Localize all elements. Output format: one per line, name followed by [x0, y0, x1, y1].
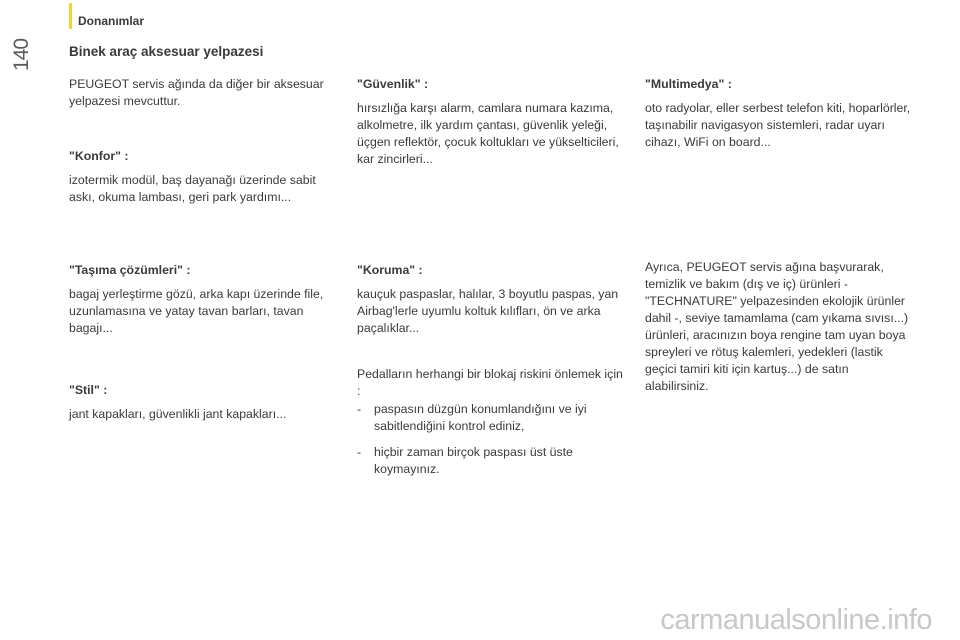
intro-paragraph [69, 76, 339, 110]
watermark: carmanualsonline.info [660, 604, 932, 636]
stil-section [69, 382, 339, 423]
ayrica-text: Ayrıca, PEUGEOT servis ağına başvurarak, temizlik ve bakım (dış ve iç) ürünleri - "TECHNATURE" yelpazesinden ekolojik ürünler dahil -, seviye tamamlama (cam yıkama sıvısı...) ürünleri, aracınızın boya rengine tam uyan boya spreyleri ve rötuş kalemleri, yedekleri (lastik geçici tamiri kiti için kartuş...) de satın alabilirsiniz. [645, 260, 909, 393]
section-title: Donanımlar [78, 14, 145, 28]
section-accent-bar [69, 3, 72, 29]
page-title: Binek araç aksesuar yelpazesi [69, 44, 264, 59]
list-item: - paspasın düzgün konumlandığını ve iyi sabitlendiğini kontrol ediniz, [357, 401, 627, 435]
konfor-label: "Konfor" : [69, 149, 129, 163]
ayrica-paragraph [645, 259, 915, 395]
list-item: - hiçbir zaman birçok paspası üst üste koymayınız. [357, 444, 627, 478]
koruma-section [357, 262, 627, 337]
guvenlik-text: hırsızlığa karşı alarm, camlara numara kazıma, alkolmetre, ilk yardım çantası, güvenlik yeleği, üçgen reflektör, çocuk koltukları ve yükselticileri, kar zincirleri... [357, 101, 619, 166]
stil-text: jant kapakları, güvenlikli jant kapakları... [69, 407, 287, 421]
pedal-warning-section [357, 366, 627, 487]
konfor-section [69, 148, 339, 206]
multimedya-text: oto radyolar, eller serbest telefon kiti, hoparlörler, taşınabilir navigasyon sistemleri, radar uyarı cihazı, WiFi on board... [645, 101, 911, 149]
intro-text: PEUGEOT servis ağında da diğer bir aksesuar yelpazesi mevcuttur. [69, 77, 324, 108]
koruma-text: kauçuk paspaslar, halılar, 3 boyutlu paspas, yan Airbag'lerle uyumlu koltuk kılıfları, ön ve arka paçalıklar... [357, 287, 619, 335]
multimedya-section [645, 76, 915, 151]
page-number: 140 [10, 38, 33, 71]
tasima-text: bagaj yerleştirme gözü, arka kapı üzerinde file, uzunlamasına ve yatay tavan barları, tavan bagajı... [69, 287, 324, 335]
guvenlik-section [357, 76, 627, 168]
tasima-label: "Taşıma çözümleri" : [69, 263, 191, 277]
tasima-section [69, 262, 339, 337]
pedal-intro: Pedalların herhangi bir blokaj riskini önlemek için : [357, 367, 623, 398]
koruma-label: "Koruma" : [357, 263, 423, 277]
guvenlik-label: "Güvenlik" : [357, 77, 429, 91]
pedal-list [357, 401, 627, 478]
multimedya-label: "Multimedya" : [645, 77, 732, 91]
stil-label: "Stil" : [69, 383, 108, 397]
konfor-text: izotermik modül, baş dayanağı üzerinde sabit askı, okuma lambası, geri park yardımı... [69, 173, 316, 204]
